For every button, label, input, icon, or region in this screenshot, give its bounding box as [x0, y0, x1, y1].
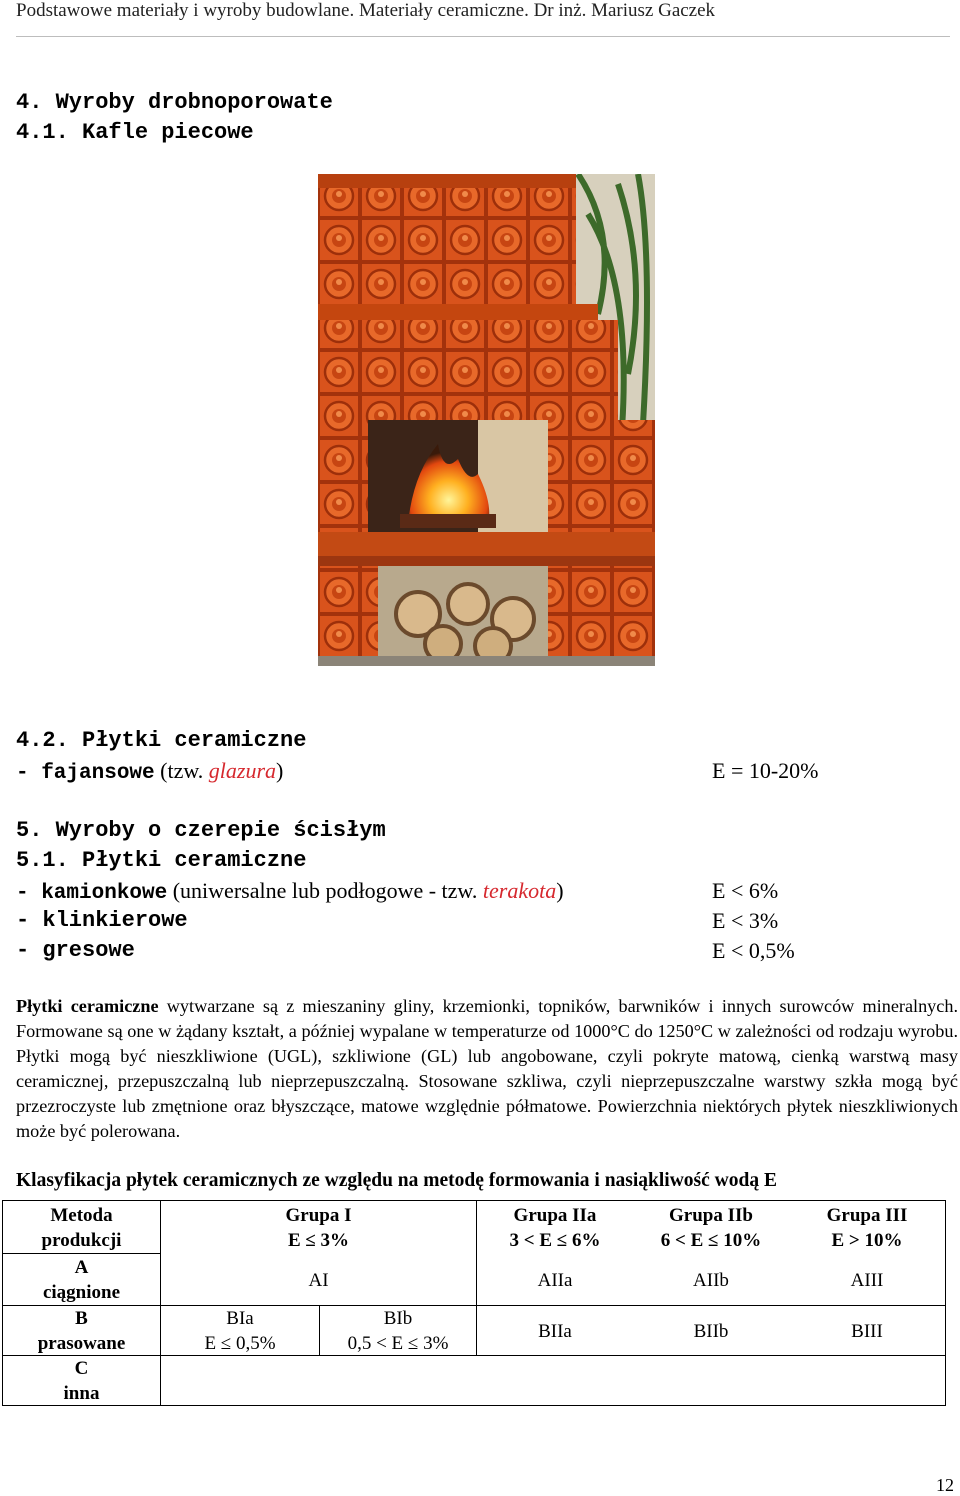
section-4-title: 4. Wyroby drobnoporowate: [16, 90, 333, 115]
kamionkowe-close: ): [556, 878, 564, 903]
kamionkowe-label: - kamionkowe: [16, 882, 168, 905]
fireplace-illustration: [318, 174, 655, 666]
paragraph-body: wytwarzane są z mieszaniny gliny, krzemionki, topników, barwników i innych surowców mineralnych. Formowane są one w żądany kształt, a później wypalane w temperaturze od 1000°C do 1250°C w zależności od rodzaju wyrobu. Płytki mogą być nieszkliwione (UGL), szkliwione (GL) lub angobowane, czyli pokryte matową, cienką warstwą masy ceramicznej, przepuszczalną lub nieprzepuszczalną. Stosowane szkliwa, czyli nieprzepuszczalne warstwy szkła mogą być przezroczyste lub zmętnione oraz błyszczące, matowe względnie półmatowe. Powierzchnia niektórych płytek nieszkliwionych może być polerowana.: [16, 996, 958, 1141]
row-c-method: C inna: [63, 1358, 100, 1404]
description-paragraph: [16, 994, 958, 1144]
fajansowe-open: (tzw.: [154, 758, 209, 783]
row-b-group-ia: BIa E ≤ 0,5%: [204, 1308, 276, 1354]
fajansowe-value: E = 10-20%: [712, 758, 819, 783]
kamionkowe-open: (uniwersalne lub podłogowe - tzw.: [167, 878, 483, 903]
gresowe-label: - gresowe: [16, 938, 135, 963]
gresowe-value: E < 0,5%: [712, 938, 795, 963]
section-4-1-title: 4.1. Kafle piecowe: [16, 120, 254, 145]
row-a-group-iib: AIIb: [693, 1270, 729, 1291]
row-b-group-iia: BIIa: [538, 1321, 572, 1342]
klinkierowe-value: E < 3%: [712, 908, 779, 933]
kamionkowe-line: [16, 878, 564, 905]
section-5-title: 5. Wyroby o czerepie ścisłym: [16, 818, 386, 843]
section-4-2-title: 4.2. Płytki ceramiczne: [16, 728, 307, 753]
paragraph-lead: Płytki ceramiczne: [16, 996, 159, 1016]
row-a-group-iii: AIII: [850, 1270, 884, 1291]
header-group-iib: Grupa IIb 6 < E ≤ 10%: [660, 1205, 762, 1251]
fajansowe-term: glazura: [208, 758, 277, 783]
classification-title: Klasyfikacja płytek ceramicznych ze względu na metodę formowania i nasiąkliwość wodą E: [16, 1170, 777, 1191]
header-method: Metoda produkcji: [41, 1205, 122, 1251]
kamionkowe-value: E < 6%: [712, 878, 779, 903]
kamionkowe-term: terakota: [482, 878, 557, 903]
header-group-iia: Grupa IIa 3 < E ≤ 6%: [509, 1205, 601, 1251]
row-a-group-iia: AIIa: [537, 1270, 573, 1291]
tiled-stove-fireplace-photo: [318, 174, 655, 666]
row-b-method: B prasowane: [37, 1308, 126, 1354]
row-b-group-iii: BIII: [851, 1321, 883, 1342]
header-group-iii: Grupa III E > 10%: [826, 1205, 908, 1251]
row-a-method: A ciągnione: [42, 1257, 121, 1303]
fajansowe-label: - fajansowe: [16, 762, 155, 785]
running-header: Podstawowe materiały i wyroby budowlane. Materiały ceramiczne. Dr inż. Mariusz Gaczek: [16, 0, 950, 37]
page-number: 12: [936, 1475, 954, 1495]
row-b-group-ib: BIb 0,5 < E ≤ 3%: [347, 1308, 449, 1354]
header-group-i: Grupa I E ≤ 3%: [285, 1205, 352, 1251]
row-a-group-i: AI: [308, 1270, 329, 1291]
klinkierowe-label: - klinkierowe: [16, 908, 188, 933]
fajansowe-close: ): [276, 758, 284, 783]
classification-table: [2, 1200, 946, 1406]
row-b-group-iib: BIIb: [693, 1321, 729, 1342]
section-5-1-title: 5.1. Płytki ceramiczne: [16, 848, 307, 873]
fajansowe-line: [16, 758, 283, 785]
